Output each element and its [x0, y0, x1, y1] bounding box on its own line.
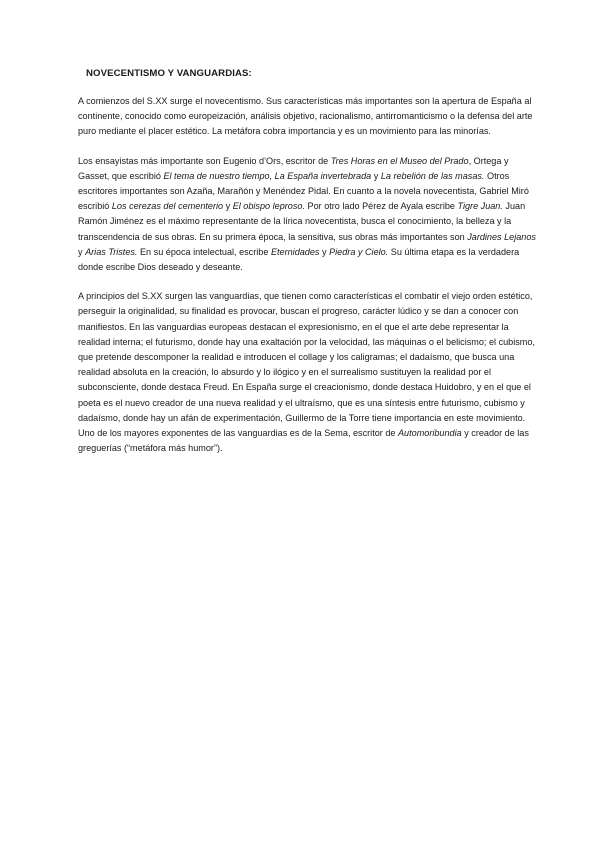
paragraph-text: Su última etapa es la verdadera donde escribe Dios deseado y deseante.: [78, 246, 520, 273]
paragraph-text: A comienzos del S.XX surge el novecentismo. Sus características más importantes son la apertura de España al continente, conocido como europeización, análisis objetivo, racionalismo, antirromanticismo o la defensa del arte puro mediante el placer estético. La metáfora cobra importancia y es un movimiento para las minorías.: [78, 96, 533, 137]
paragraph-text: Por otro lado Pérez de Ayala escribe: [304, 201, 458, 212]
paragraph-text: A principios del S.XX surgen las vanguardias, que tienen como características el combatir el viejo orden estético, perseguir la originalidad, su finalidad es provocar, buscan el progreso, carácter lúdico y se dan a conocer con manifiestos. En las vanguardias europeas destacan el expresionismo, en el que el arte debe representar la realidad interna; el futurismo, donde hay una exaltación por la velocidad, las máquinas o el belicismo; el cubismo, que pretende descomponer la realidad e introducen el collage y los caligramas; el dadaísmo, que busca una realidad absoluta en la creación, lo absurdo y lo ilógico y en el surrealismo sustituyen la realidad por el subconsciente, donde destaca Freud. En España surge el creacionismo, donde destaca Huidobro, y en el que el poeta es el nuevo creador de una nueva realidad y el ultraísmo, que es una síntesis entre futurismo, cubismo y dadaísmo, donde hay un afán de experimentación, Guillermo de la Torre tiene importancia en este movimiento. Uno de los mayores exponentes de las vanguardias es de la Sema, escritor de: [78, 291, 535, 439]
paragraph-text: , Ortega y Gasset, que escribió: [78, 155, 509, 181]
paragraph-text: y creador de las greguerías (“metáfora más humor”).: [78, 428, 529, 454]
document-title: NOVECENTISMO Y VANGUARDIAS:: [86, 68, 252, 79]
paragraph-text: En su época intelectual, escribe: [137, 246, 271, 257]
italic-title-text: El tema de nuestro tiempo, La España invertebrada: [163, 170, 372, 181]
italic-title-text: La rebelión de las masas.: [380, 170, 485, 181]
italic-title-text: Jardines Lejanos: [467, 231, 536, 242]
paragraph-text: y: [319, 246, 330, 257]
italic-title-text: Tigre Juan.: [457, 201, 503, 212]
paragraph-text: y: [371, 170, 381, 181]
paragraph-text: Los ensayistas más importante son Eugenio d’Ors, escritor de: [78, 155, 331, 166]
paragraph-text: y: [78, 246, 86, 257]
italic-title-text: Los cerezas del cementerio: [111, 201, 224, 212]
paragraph-text: Otros escritores importantes son Azaña, Marañón y Menéndez Pidal. En cuanto a la novela novecentista, Gabriel Miró escribió: [78, 170, 529, 212]
document-body: [78, 94, 541, 456]
italic-title-text: Arias Tristes.: [85, 246, 138, 257]
italic-title-text: El obispo leproso.: [232, 201, 305, 212]
paragraph-text: y: [223, 201, 233, 212]
italic-title-text: Automoribundia: [397, 428, 462, 439]
paragraph-text: Juan Ramón Jiménez es el máximo representante de la lírica novecentista, busca el conocimiento, la belleza y la transcendencia de sus obras. En su primera época, la sensitiva, sus obras más importantes son: [78, 201, 526, 242]
italic-title-text: Piedra y Cielo.: [329, 246, 389, 257]
paragraph-2: [78, 154, 541, 276]
italic-title-text: Tres Horas en el Museo del Prado: [330, 155, 469, 166]
italic-title-text: Eternidades: [270, 246, 320, 257]
paragraph-3: [78, 289, 541, 456]
paragraph-1: [78, 94, 541, 140]
